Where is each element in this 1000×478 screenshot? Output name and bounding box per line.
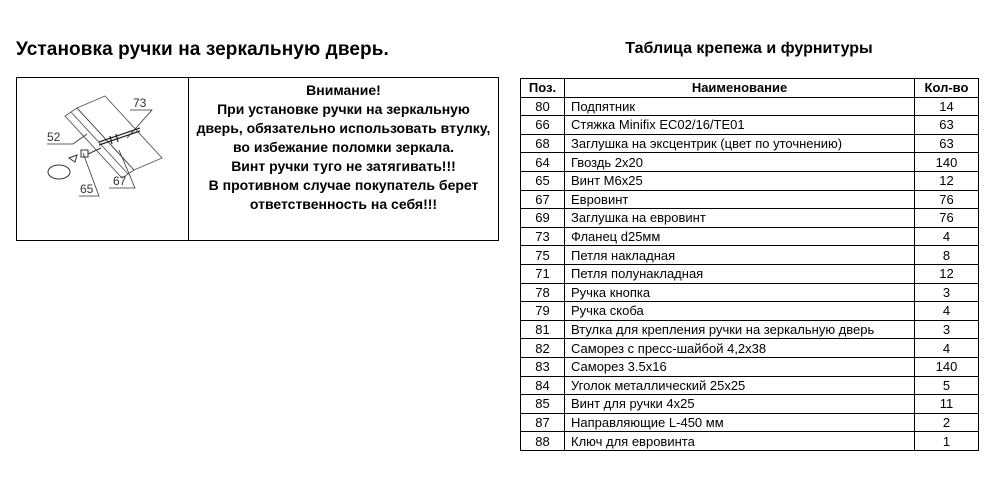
notice-heading: Внимание! (306, 82, 381, 98)
cell-name: Заглушка на евровинт (565, 209, 915, 228)
cell-position: 80 (521, 97, 565, 116)
table-row (521, 97, 979, 116)
cell-name: Заглушка на эксцентрик (цвет по уточнению) (565, 134, 915, 153)
cell-position: 79 (521, 302, 565, 321)
cell-quantity: 4 (915, 227, 979, 246)
cell-name: Евровинт (565, 190, 915, 209)
cell-position: 84 (521, 376, 565, 395)
callout-52: 52 (47, 130, 61, 144)
cell-position: 67 (521, 190, 565, 209)
cell-position: 83 (521, 357, 565, 376)
cell-quantity: 12 (915, 171, 979, 190)
table-row (521, 116, 979, 135)
cell-name: Стяжка Minifix EC02/16/TE01 (565, 116, 915, 135)
table-row (521, 134, 979, 153)
cell-name: Уголок металлический 25х25 (565, 376, 915, 395)
notice-line: дверь, обязательно использовать втулку, (196, 120, 491, 136)
cell-position: 82 (521, 339, 565, 358)
cell-quantity: 140 (915, 153, 979, 172)
table-row (521, 190, 979, 209)
notice-line: В противном случае покупатель берет (208, 177, 479, 193)
table-row (521, 246, 979, 265)
cell-name: Подпятник (565, 97, 915, 116)
notice-line: во избежание поломки зеркала. (232, 139, 455, 155)
cell-quantity: 4 (915, 302, 979, 321)
cell-position: 81 (521, 320, 565, 339)
cell-quantity: 1 (915, 432, 979, 451)
cell-position: 75 (521, 246, 565, 265)
notice-line: При установке ручки на зеркальную (217, 101, 470, 117)
header-name: Наименование (565, 79, 915, 98)
table-row (521, 339, 979, 358)
notice-text (189, 78, 498, 240)
cell-quantity: 76 (915, 190, 979, 209)
cell-position: 65 (521, 171, 565, 190)
notice-line: Винт ручки туго не затягивать!!! (231, 158, 456, 174)
cell-position: 88 (521, 432, 565, 451)
callout-67: 67 (113, 174, 127, 188)
header-quantity: Кол-во (915, 79, 979, 98)
table-row (521, 376, 979, 395)
cell-quantity: 140 (915, 357, 979, 376)
cell-name: Винт для ручки 4х25 (565, 395, 915, 414)
screw-part (69, 148, 101, 162)
cell-quantity: 63 (915, 134, 979, 153)
handle-assembly-drawing (17, 78, 189, 242)
cell-name: Ключ для евровинта (565, 432, 915, 451)
table-row (521, 357, 979, 376)
cell-position: 66 (521, 116, 565, 135)
table-body (521, 97, 979, 450)
cell-quantity: 12 (915, 264, 979, 283)
cell-name: Петля накладная (565, 246, 915, 265)
cell-name: Саморез с пресс-шайбой 4,2х38 (565, 339, 915, 358)
cell-name: Направляющие L-450 мм (565, 413, 915, 432)
cell-quantity: 8 (915, 246, 979, 265)
cell-position: 69 (521, 209, 565, 228)
cell-position: 87 (521, 413, 565, 432)
table-row (521, 227, 979, 246)
cell-name: Саморез 3.5х16 (565, 357, 915, 376)
assembly-diagram (17, 78, 189, 240)
table-row (521, 283, 979, 302)
cell-position: 64 (521, 153, 565, 172)
table-row (521, 320, 979, 339)
cell-name: Ручка кнопка (565, 283, 915, 302)
cell-name: Петля полунакладная (565, 264, 915, 283)
cell-name: Гвоздь 2х20 (565, 153, 915, 172)
washer-part (48, 165, 70, 179)
cell-quantity: 2 (915, 413, 979, 432)
cell-name: Ручка скоба (565, 302, 915, 321)
page-title: Установка ручки на зеркальную дверь. (16, 39, 389, 60)
cell-position: 85 (521, 395, 565, 414)
table-row (521, 209, 979, 228)
cell-position: 78 (521, 283, 565, 302)
cell-name: Фланец d25мм (565, 227, 915, 246)
table-title: Таблица крепежа и фурнитуры (625, 40, 873, 57)
cell-quantity: 3 (915, 320, 979, 339)
cell-quantity: 63 (915, 116, 979, 135)
cell-name: Втулка для крепления ручки на зеркальную дверь (565, 320, 915, 339)
warning-box (16, 77, 499, 241)
cell-quantity: 76 (915, 209, 979, 228)
cell-position: 73 (521, 227, 565, 246)
cell-quantity: 3 (915, 283, 979, 302)
callout-73: 73 (133, 96, 147, 110)
table-header-row (521, 79, 979, 98)
cell-name: Винт М6х25 (565, 171, 915, 190)
cell-position: 71 (521, 264, 565, 283)
table-row (521, 413, 979, 432)
table-row (521, 302, 979, 321)
table-row (521, 395, 979, 414)
cell-quantity: 5 (915, 376, 979, 395)
cell-quantity: 11 (915, 395, 979, 414)
table-row (521, 264, 979, 283)
table-row (521, 171, 979, 190)
notice-line: ответственность на себя!!! (249, 196, 438, 212)
cell-position: 68 (521, 134, 565, 153)
fasteners-table (520, 78, 979, 451)
table-row (521, 432, 979, 451)
cell-quantity: 4 (915, 339, 979, 358)
header-position: Поз. (521, 79, 565, 98)
cell-quantity: 14 (915, 97, 979, 116)
table-row (521, 153, 979, 172)
callout-65: 65 (80, 182, 94, 196)
